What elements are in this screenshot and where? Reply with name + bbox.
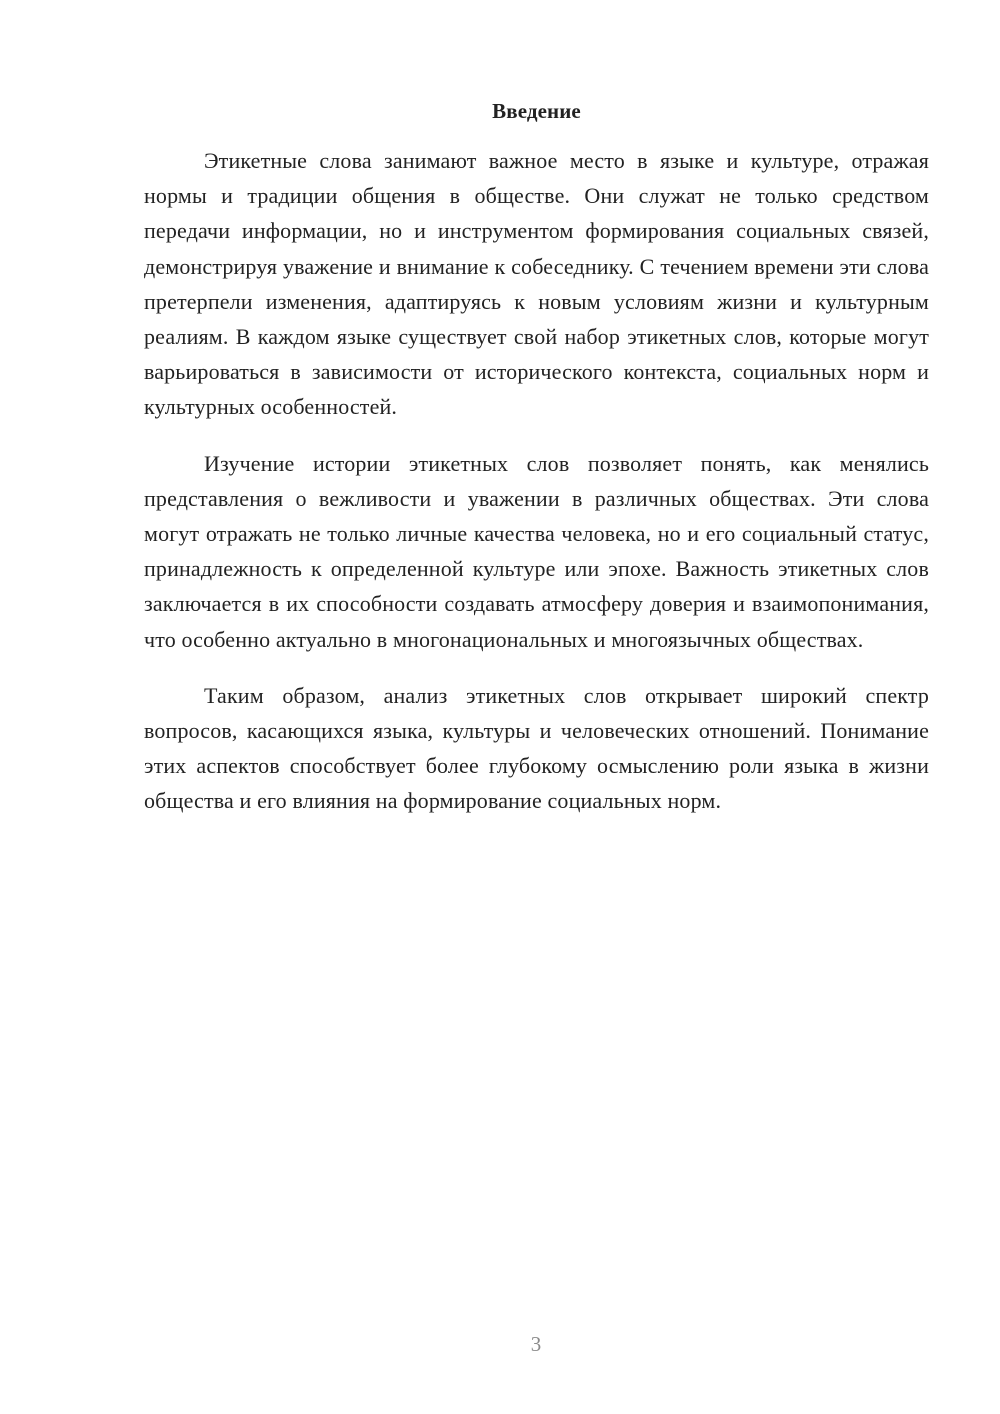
paragraph-2: Изучение истории этикетных слов позволяет понять, как менялись представления о вежливости и уважении в различных обществах. Эти слова могут отражать не только личные качества человека, но и его социальный статус, принадлежность к определенной культуре или эпохе. Важность этикетных слов заключается в их способности создавать атмосферу доверия и взаимопонимания, что особенно актуально в многонациональных и многоязычных обществах. (144, 450, 929, 652)
paragraph-1: Этикетные слова занимают важное место в языке и культуре, отражая нормы и традиции общения в обществе. Они служат не только средством передачи информации, но и инструментом формирования социальных связей, демонстрируя уважение и внимание к собеседнику. С течением времени эти слова претерпели изменения, адаптируясь к новым условиям жизни и культурным реалиям. В каждом языке существует свой набор этикетных слов, которые могут варьироваться в зависимости от исторического контекста, социальных норм и культурных особенностей. (144, 148, 929, 420)
page-number: 3 (530, 1332, 542, 1356)
section-heading: Введение (492, 99, 581, 123)
page-content (144, 95, 929, 840)
paragraph-3: Таким образом, анализ этикетных слов открывает широкий спектр вопросов, касающихся языка, культуры и человеческих отношений. Понимание этих аспектов способствует более глубокому осмыслению роли языка в жизни общества и его влияния на формирование социальных норм. (144, 682, 929, 814)
